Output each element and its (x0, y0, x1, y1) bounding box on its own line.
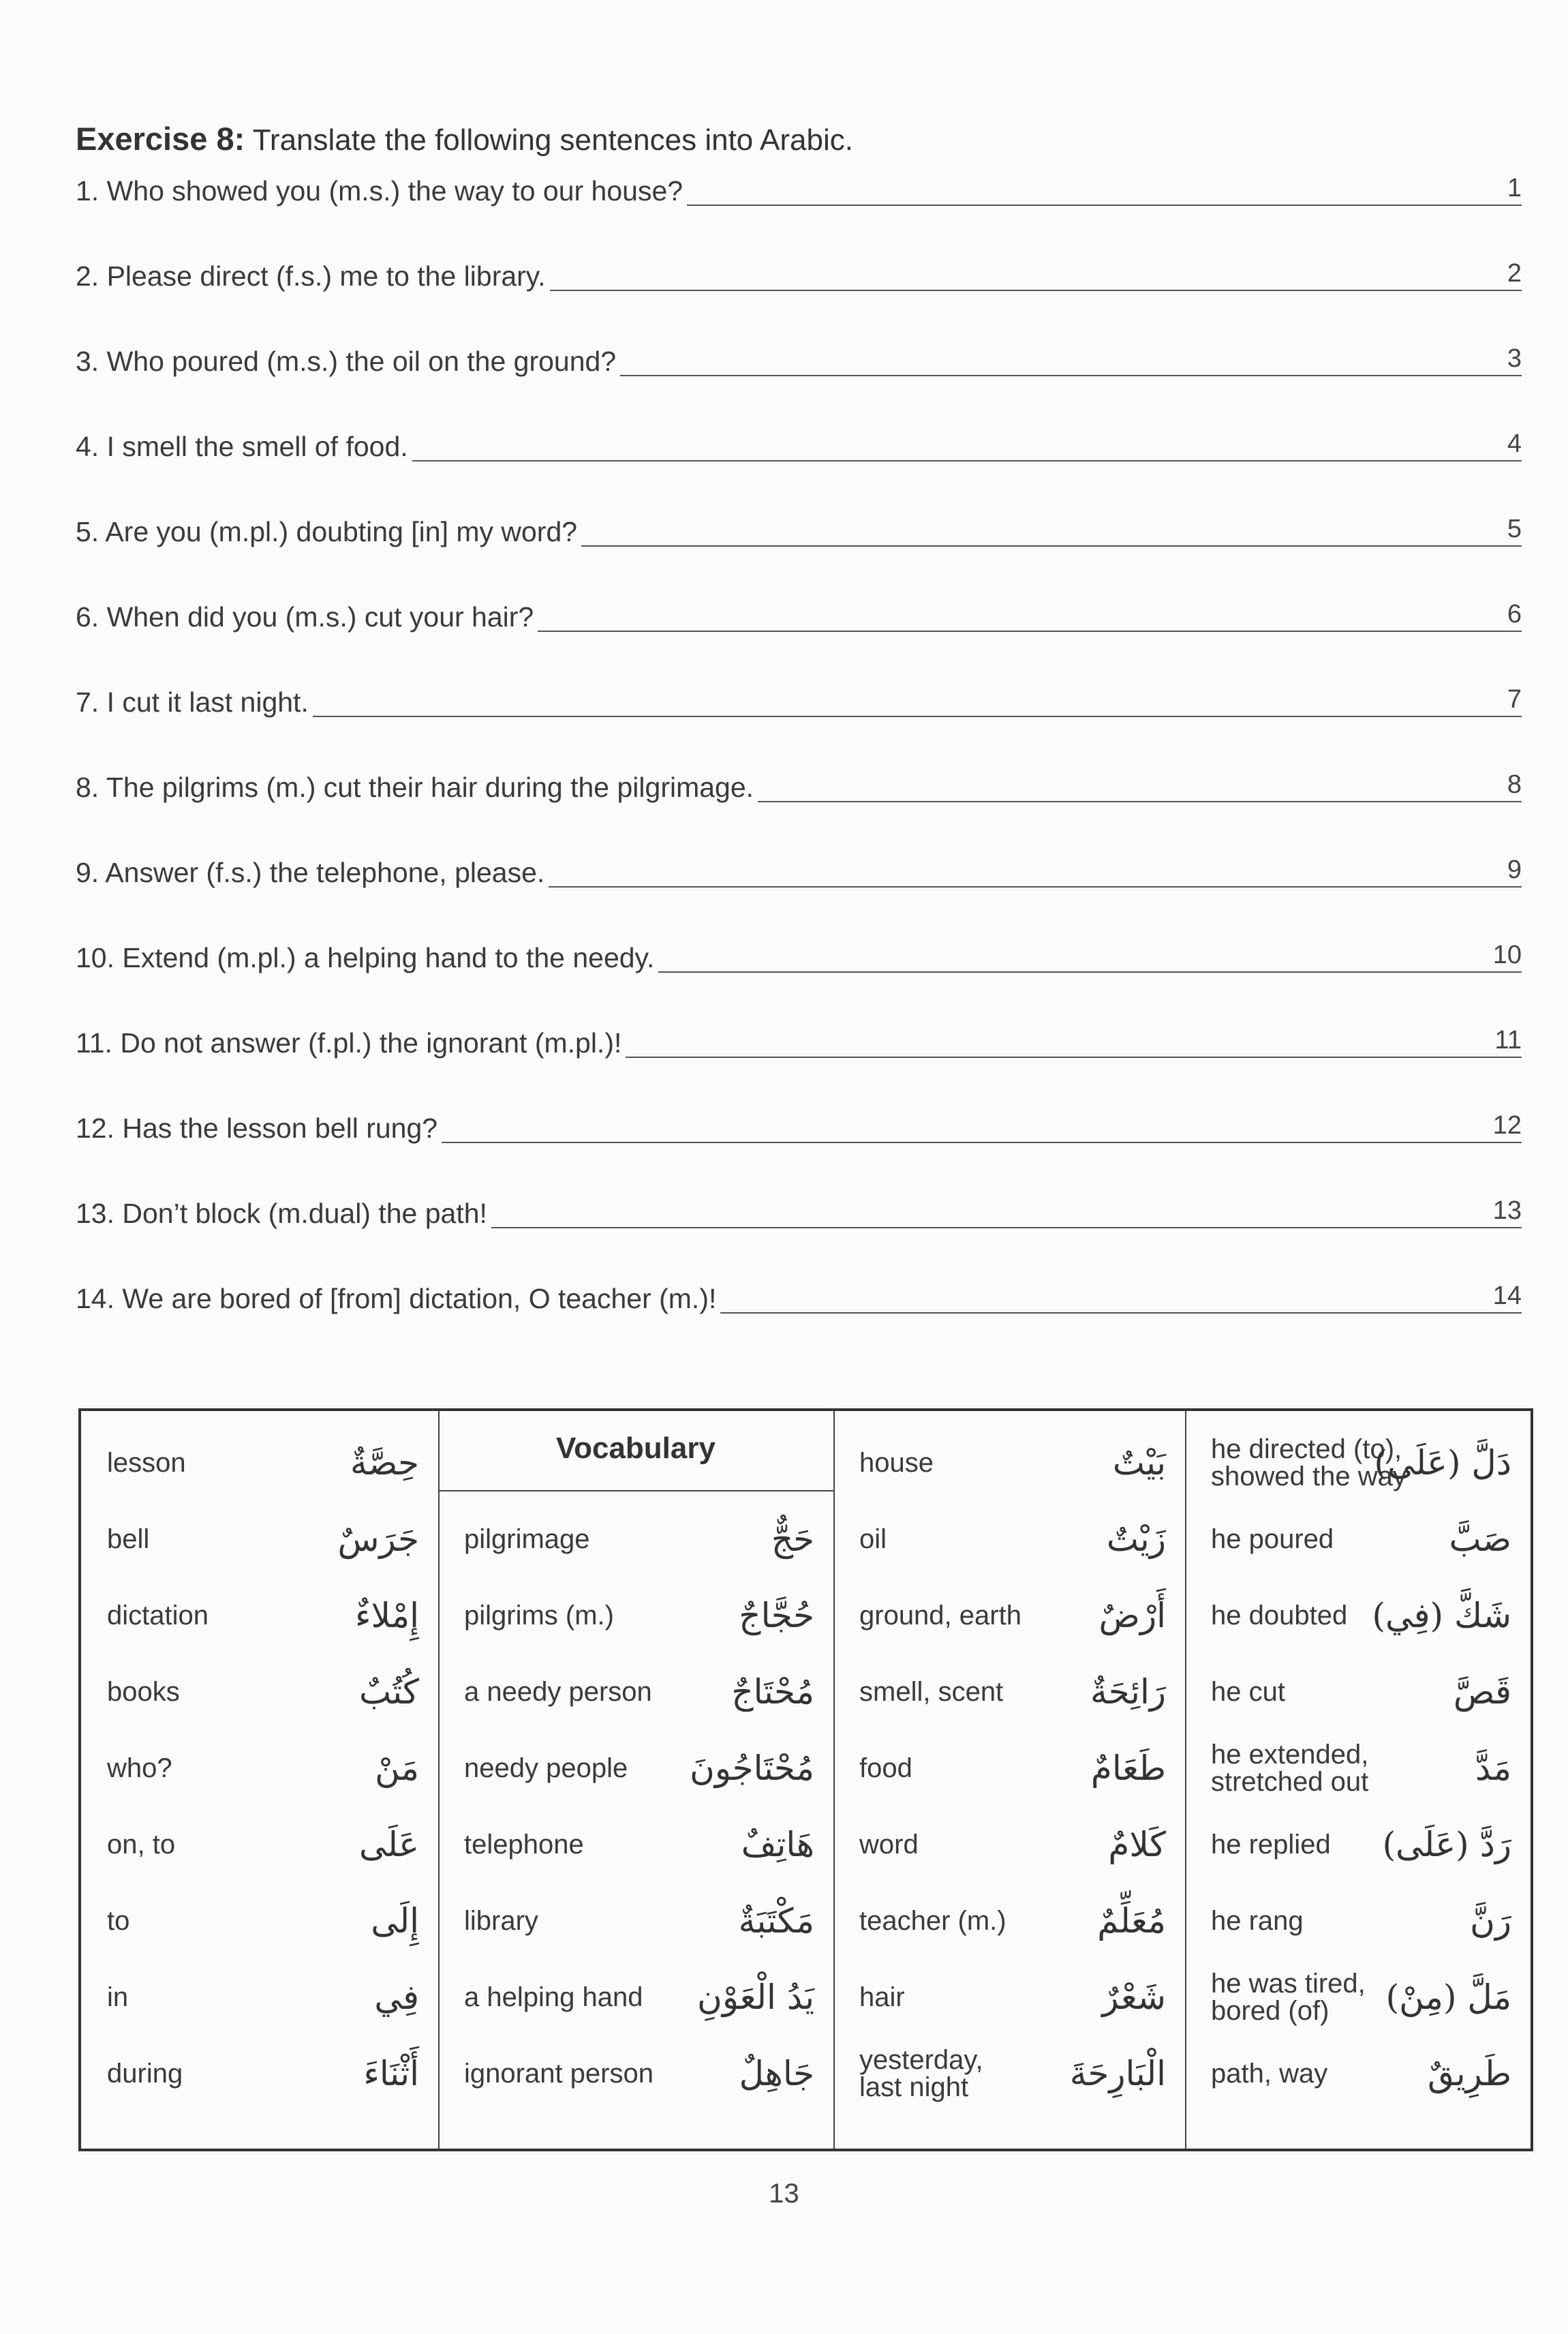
vocab-arabic: رَنَّ (1470, 1901, 1511, 1941)
vocab-arabic: شَعْرٌ (1102, 1977, 1166, 2017)
vocab-arabic: مُحْتَاجُونَ (690, 1748, 814, 1788)
vocab-entry (1185, 1806, 1531, 1883)
vocab-arabic: شَكَّ (فِي) (1372, 1596, 1511, 1635)
vocab-entry (1185, 1730, 1531, 1806)
exercise-sentence: 10. Extend (m.pl.) a helping hand to the needy. (76, 942, 655, 973)
exercise-item (76, 169, 1522, 210)
vocab-arabic: بَيْتٌ (1112, 1443, 1166, 1483)
vocab-english: path, way (1211, 2059, 1328, 2089)
answer-number: 2 (1507, 259, 1522, 288)
vocab-english: he rang (1211, 1906, 1304, 1936)
vocab-entry (81, 1959, 438, 2035)
vocab-arabic: أَرْضٌ (1098, 1596, 1166, 1635)
vocab-arabic: عَلَى (358, 1825, 419, 1864)
answer-line[interactable] (687, 204, 1522, 206)
vocab-entry (438, 1654, 833, 1730)
vocab-english: he directed (to), showed the way (1211, 1434, 1406, 1491)
vocab-entry (438, 1501, 833, 1577)
vocab-arabic: فِي (374, 1977, 419, 2017)
vocab-english: house (859, 1448, 934, 1478)
vocab-english: he extended, stretched out (1211, 1740, 1369, 1797)
answer-line[interactable] (581, 545, 1522, 547)
vocab-arabic: طَرِيقٌ (1428, 2054, 1511, 2093)
vocab-arabic: رَائِحَةٌ (1090, 1672, 1166, 1712)
answer-line[interactable] (550, 290, 1522, 291)
vocab-english: he poured (1211, 1524, 1334, 1554)
vocab-entry (833, 1577, 1185, 1654)
vocab-arabic: إِمْلاءٌ (354, 1596, 419, 1635)
exercise-sentence: 14. We are bored of [from] dictation, O teacher (m.)! (76, 1283, 717, 1314)
vocab-english: telephone (464, 1830, 584, 1860)
vocab-arabic: قَصَّ (1453, 1672, 1511, 1712)
vocab-entry (1185, 2035, 1531, 2112)
vocab-entry (438, 1883, 833, 1959)
answer-number: 1 (1507, 174, 1522, 202)
vocab-entry (1185, 1883, 1531, 1959)
exercise-item (76, 425, 1522, 466)
vocab-english: in (107, 1982, 129, 2012)
vocab-english: he cut (1211, 1677, 1285, 1707)
vocab-english: a needy person (464, 1677, 652, 1707)
answer-line[interactable] (758, 801, 1522, 802)
vocab-arabic: مَدَّ (1475, 1748, 1511, 1788)
exercise-item (76, 936, 1522, 977)
exercise-sentence: 8. The pilgrims (m.) cut their hair during the pilgrimage. (76, 772, 754, 803)
exercise-item (76, 680, 1522, 721)
vocab-entry (1185, 1577, 1531, 1654)
exercise-item (76, 1192, 1522, 1232)
exercise-item (76, 1106, 1522, 1147)
answer-line[interactable] (626, 1057, 1522, 1058)
exercise-sentence: 9. Answer (f.s.) the telephone, please. (76, 857, 545, 888)
exercise-sentence: 7. I cut it last night. (76, 686, 309, 718)
answer-number: 14 (1492, 1282, 1522, 1310)
vocab-entry (438, 1730, 833, 1806)
vocab-english: books (107, 1677, 180, 1707)
vocab-english: bell (107, 1524, 150, 1554)
vocab-arabic: يَدُ الْعَوْنِ (697, 1977, 814, 2017)
vocab-arabic: زَيْتٌ (1106, 1519, 1166, 1559)
vocab-entry (833, 1654, 1185, 1730)
exercise-item (76, 851, 1522, 892)
vocab-english: oil (859, 1524, 887, 1554)
vocab-arabic: طَعَامٌ (1090, 1748, 1166, 1788)
answer-line[interactable] (720, 1312, 1522, 1314)
exercise-sentence: 1. Who showed you (m.s.) the way to our house? (76, 175, 683, 207)
vocab-english: smell, scent (859, 1677, 1004, 1707)
answer-number: 12 (1492, 1111, 1522, 1140)
vocab-english: food (859, 1753, 912, 1783)
vocab-english: ground, earth (859, 1601, 1021, 1631)
vocab-arabic: مَنْ (375, 1748, 419, 1788)
vocab-entry (1185, 1501, 1531, 1577)
vocab-entry (81, 1577, 438, 1654)
vocab-entry (1185, 1654, 1531, 1730)
vocab-arabic: الْبَارِحَةَ (1069, 2054, 1166, 2093)
answer-line[interactable] (620, 375, 1522, 376)
answer-number: 5 (1507, 515, 1522, 543)
exercise-item (76, 510, 1522, 551)
exercise-item (76, 1277, 1522, 1318)
vocab-english: pilgrims (m.) (464, 1601, 614, 1631)
answer-line[interactable] (412, 460, 1522, 461)
vocab-entry (833, 2035, 1185, 2112)
vocab-arabic: مُعَلِّمٌ (1097, 1901, 1166, 1941)
vocab-column-2 (438, 1411, 835, 2149)
exercise-sentence: 12. Has the lesson bell rung? (76, 1112, 438, 1144)
vocab-entry (81, 1883, 438, 1959)
vocab-arabic: مَكْتَبَةٌ (738, 1901, 814, 1941)
vocab-arabic: كُتُبٌ (359, 1672, 419, 1712)
vocab-arabic: إِلَى (371, 1901, 419, 1941)
exercise-label: Exercise 8: (76, 121, 245, 157)
page-number: 13 (769, 2179, 799, 2209)
exercise-instruction: Translate the following sentences into Arabic. (252, 123, 853, 157)
vocab-english: needy people (464, 1753, 628, 1783)
vocab-english: on, to (107, 1830, 176, 1860)
vocab-arabic: حَجٌّ (771, 1519, 814, 1559)
answer-number: 6 (1507, 600, 1522, 628)
vocab-english: pilgrimage (464, 1524, 590, 1554)
vocab-arabic: أَثْنَاءَ (363, 2054, 419, 2093)
vocab-english: lesson (107, 1448, 186, 1478)
vocab-entry (81, 1730, 438, 1806)
answer-line[interactable] (658, 971, 1522, 973)
answer-line[interactable] (538, 631, 1522, 632)
vocab-entry (833, 1806, 1185, 1883)
vocab-entry (438, 1959, 833, 2035)
answer-line[interactable] (549, 886, 1522, 888)
vocab-entry (833, 1730, 1185, 1806)
vocab-entry (438, 1577, 833, 1654)
vocab-entry (1185, 1425, 1531, 1501)
exercise-sentence: 5. Are you (m.pl.) doubting [in] my word? (76, 516, 578, 547)
vocab-entry (1185, 1959, 1531, 2035)
vocab-english: ignorant person (464, 2059, 654, 2089)
answer-number: 9 (1507, 855, 1522, 884)
vocab-english: to (107, 1906, 130, 1936)
exercise-item (76, 1021, 1522, 1062)
vocab-entry (81, 1654, 438, 1730)
vocab-arabic: صَبَّ (1449, 1519, 1511, 1559)
exercise-sentence: 2. Please direct (f.s.) me to the library. (76, 260, 546, 292)
exercise-item (76, 595, 1522, 636)
vocab-arabic: جَرَسٌ (337, 1519, 419, 1559)
vocab-arabic: كَلامٌ (1108, 1825, 1166, 1864)
exercise-item (76, 766, 1522, 806)
exercise-sentence: 11. Do not answer (f.pl.) the ignorant (m.pl.)! (76, 1027, 622, 1059)
vocab-english: yesterday, last night (859, 2045, 983, 2102)
vocab-english: word (859, 1830, 919, 1860)
vocab-entry (833, 1425, 1185, 1501)
exercise-sentence: 4. I smell the smell of food. (76, 431, 408, 462)
vocab-english: teacher (m.) (859, 1906, 1006, 1936)
vocab-column-3 (833, 1411, 1186, 2149)
vocab-entry (81, 1425, 438, 1501)
vocab-arabic: دَلَّ (عَلَى) (1374, 1443, 1511, 1483)
vocab-arabic: حِصَّةٌ (350, 1443, 419, 1483)
vocabulary-title: Vocabulary (438, 1411, 833, 1491)
vocab-english: he doubted (1211, 1601, 1348, 1631)
vocab-column-1 (81, 1411, 440, 2149)
answer-number: 3 (1507, 344, 1522, 373)
answer-line[interactable] (313, 716, 1522, 717)
vocab-entry (81, 2035, 438, 2112)
vocab-entry (81, 1501, 438, 1577)
vocab-arabic: جَاهِلٌ (739, 2054, 814, 2093)
vocab-english: during (107, 2059, 183, 2089)
vocab-entry (833, 1501, 1185, 1577)
answer-number: 7 (1507, 685, 1522, 714)
vocab-english: library (464, 1906, 538, 1936)
vocab-arabic: هَاتِفٌ (741, 1825, 814, 1864)
answer-number: 8 (1507, 770, 1522, 799)
vocab-english: he replied (1211, 1830, 1331, 1860)
answer-line[interactable] (491, 1227, 1522, 1228)
answer-line[interactable] (442, 1142, 1522, 1143)
answer-number: 11 (1494, 1026, 1522, 1055)
vocab-arabic: حُجَّاجٌ (739, 1596, 814, 1635)
vocab-column-4 (1185, 1411, 1531, 2149)
exercise-sentence: 6. When did you (m.s.) cut your hair? (76, 601, 534, 633)
vocab-entry (833, 1959, 1185, 2035)
vocab-english: dictation (107, 1601, 209, 1631)
vocab-arabic: مَلَّ (مِنْ) (1385, 1977, 1511, 2017)
answer-number: 4 (1507, 429, 1522, 458)
vocab-english: who? (107, 1753, 172, 1783)
exercise-sentence: 3. Who poured (m.s.) the oil on the ground? (76, 346, 617, 377)
exercise-item (76, 339, 1522, 380)
vocab-entry (833, 1883, 1185, 1959)
exercise-heading (76, 120, 853, 157)
answer-number: 13 (1492, 1196, 1522, 1225)
exercise-sentence: 13. Don’t block (m.dual) the path! (76, 1198, 487, 1229)
vocab-entry (81, 1806, 438, 1883)
vocab-english: a helping hand (464, 1982, 643, 2012)
vocab-arabic: رَدَّ (عَلَى) (1382, 1825, 1511, 1864)
vocab-arabic: مُحْتَاجٌ (731, 1672, 814, 1712)
vocab-english: hair (859, 1982, 905, 2012)
answer-number: 10 (1492, 941, 1522, 969)
vocab-entry (438, 2035, 833, 2112)
vocab-english: he was tired, bored (of) (1211, 1969, 1366, 2026)
exercise-item (76, 254, 1522, 295)
vocabulary-table (78, 1408, 1533, 2151)
vocab-entry (438, 1806, 833, 1883)
